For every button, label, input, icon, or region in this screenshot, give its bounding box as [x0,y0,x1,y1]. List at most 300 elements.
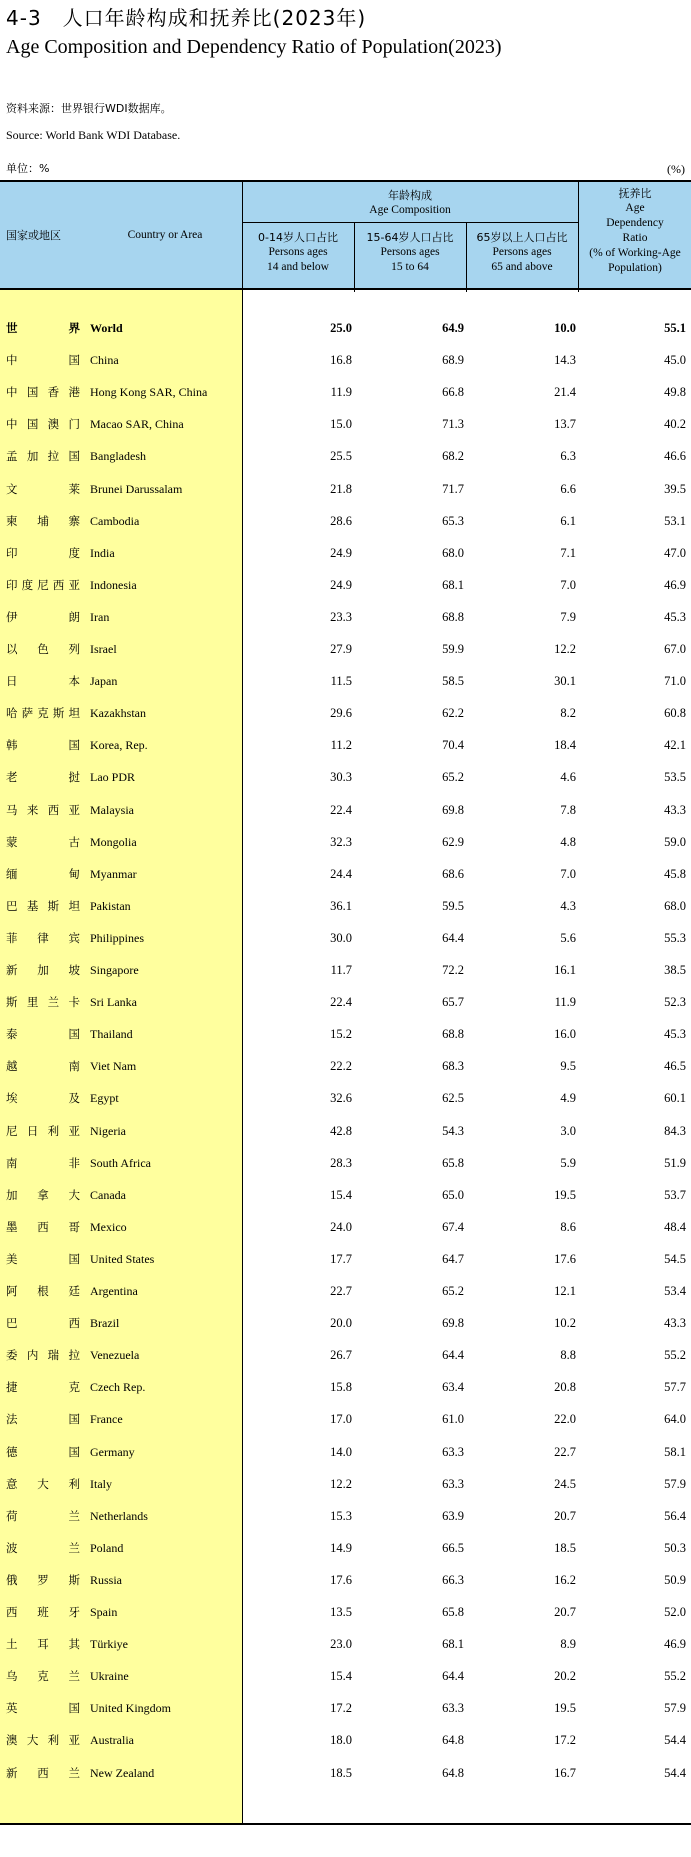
country-name-cn: 尼日利亚 [6,1123,80,1138]
value-age-0-14: 22.2 [330,1059,352,1074]
table-row [0,1564,691,1596]
table-row [0,1500,691,1532]
value-dependency-ratio: 50.9 [664,1572,686,1587]
country-name-cn: 乌 克 兰 [6,1669,80,1684]
value-age-65-above: 5.9 [560,1155,576,1170]
value-age-65-above: 8.8 [560,1348,576,1363]
country-name-cn: 荷 兰 [6,1508,80,1523]
value-age-0-14: 24.9 [330,577,352,592]
country-name-cn: 英 国 [6,1701,80,1716]
value-age-0-14: 17.0 [330,1412,352,1427]
value-age-15-64: 59.5 [442,898,464,913]
table-row [0,826,691,858]
country-name-en: Israel [90,642,117,656]
value-dependency-ratio: 45.3 [664,1027,686,1042]
value-age-0-14: 11.5 [330,674,352,689]
value-age-0-14: 30.0 [330,930,352,945]
unit-label: 单位：% [6,162,50,175]
value-age-0-14: 28.6 [330,513,352,528]
country-name-en: Egypt [90,1091,119,1106]
table-row [0,505,691,537]
value-dependency-ratio: 45.3 [664,609,686,624]
value-age-65-above: 20.8 [554,1380,576,1395]
country-name-cn: 孟加拉国 [6,449,80,464]
country-name-en: Kazakhstan [90,706,146,721]
country-name-en: New Zealand [90,1765,155,1780]
value-age-0-14: 23.0 [330,1637,352,1652]
value-age-15-64: 65.0 [442,1187,464,1202]
value-age-15-64: 63.3 [442,1444,464,1459]
value-age-0-14: 32.6 [330,1091,352,1106]
country-name-en: China [90,353,119,368]
country-name-en: Iran [90,609,110,624]
country-name-cn: 柬 埔 寨 [6,513,80,528]
table-row [0,1403,691,1435]
value-age-65-above: 16.1 [554,963,576,977]
value-dependency-ratio: 84.3 [664,1123,686,1138]
value-dependency-ratio: 48.4 [664,1219,686,1234]
table-row [0,1050,691,1082]
value-age-0-14: 17.2 [330,1701,352,1716]
value-dependency-ratio: 58.1 [664,1444,686,1459]
table-row [0,1339,691,1371]
value-age-0-14: 24.4 [330,866,352,881]
value-age-65-above: 7.1 [560,545,576,560]
value-age-65-above: 19.5 [554,1187,576,1202]
country-name-en: Netherlands [90,1508,148,1523]
value-age-15-64: 64.4 [442,1348,464,1363]
country-name-en: Mongolia [90,834,137,849]
value-age-65-above: 7.0 [560,577,576,592]
value-age-15-64: 66.5 [442,1540,464,1555]
value-age-65-above: 17.6 [554,1251,576,1266]
value-age-0-14: 17.7 [330,1251,352,1266]
value-dependency-ratio: 57.7 [664,1380,686,1395]
country-name-en: Thailand [90,1027,133,1042]
country-name-cn: 埃 及 [6,1091,80,1106]
table-row [0,954,691,986]
value-dependency-ratio: 46.9 [664,1637,686,1652]
value-age-15-64: 71.3 [442,417,464,432]
value-age-65-above: 16.2 [554,1572,576,1587]
country-name-cn: 斯里兰卡 [6,995,80,1010]
value-age-65-above: 6.1 [560,513,576,528]
country-name-en: Argentina [90,1284,138,1298]
table-row [0,376,691,408]
country-name-en: Malaysia [90,802,134,817]
table-header [0,180,691,290]
value-age-65-above: 8.2 [560,706,576,721]
value-age-0-14: 25.0 [330,321,352,335]
source-note-cn: 资料来源：世界银行WDI数据库。 [6,102,172,115]
value-age-65-above: 18.4 [554,738,576,753]
country-name-cn: 法 国 [6,1412,80,1427]
header-col-15-64: 15-64岁人口占比 Persons ages 15 to 64 [366,231,454,273]
country-name-en: World [90,321,123,335]
value-dependency-ratio: 57.9 [664,1701,686,1716]
header-age-composition-en: Age Composition [369,204,451,216]
value-dependency-ratio: 50.3 [664,1540,686,1555]
value-age-0-14: 36.1 [330,898,352,913]
table-row [0,537,691,569]
value-dependency-ratio: 55.1 [664,321,686,335]
country-name-cn: 缅 甸 [6,866,80,881]
value-age-65-above: 20.7 [554,1508,576,1523]
value-age-0-14: 26.7 [330,1348,352,1363]
country-name-en: Germany [90,1444,135,1459]
value-age-65-above: 24.5 [554,1476,576,1491]
country-name-en: Pakistan [90,898,131,913]
value-age-15-64: 67.4 [442,1219,464,1234]
value-age-15-64: 64.4 [442,1669,464,1684]
country-name-cn: 新 加 坡 [6,963,80,977]
country-name-cn: 捷 克 [6,1380,80,1395]
header-country-en: Country or Area [127,229,203,241]
table-row [0,408,691,440]
value-age-0-14: 15.4 [330,1187,352,1202]
table-row [0,729,691,761]
country-name-en: Nigeria [90,1123,126,1138]
value-age-65-above: 11.9 [554,995,576,1010]
value-age-65-above: 12.1 [554,1284,576,1298]
country-name-cn: 南 非 [6,1155,80,1170]
country-name-en: Cambodia [90,513,140,528]
value-dependency-ratio: 53.7 [664,1187,686,1202]
country-name-cn: 蒙 古 [6,834,80,849]
value-dependency-ratio: 43.3 [664,802,686,817]
value-dependency-ratio: 45.8 [664,866,686,881]
table-row [0,569,691,601]
value-dependency-ratio: 60.8 [664,706,686,721]
value-age-15-64: 68.0 [442,545,464,560]
value-age-0-14: 14.0 [330,1444,352,1459]
table-row [0,601,691,633]
table-row [0,986,691,1018]
value-age-65-above: 16.7 [554,1765,576,1780]
value-age-0-14: 11.2 [330,738,352,753]
value-age-0-14: 29.6 [330,706,352,721]
table-row [0,761,691,793]
value-age-65-above: 5.6 [560,930,576,945]
table-row [0,858,691,890]
value-age-65-above: 16.0 [554,1027,576,1042]
value-age-15-64: 68.8 [442,609,464,624]
country-name-en: Macao SAR, China [90,417,184,432]
country-name-en: Viet Nam [90,1059,137,1074]
value-age-65-above: 17.2 [554,1733,576,1748]
header-country-cn: 国家或地区 [6,229,61,242]
value-dependency-ratio: 55.2 [664,1669,686,1684]
value-age-15-64: 64.7 [442,1251,464,1266]
value-age-0-14: 15.8 [330,1380,352,1395]
value-age-0-14: 12.2 [330,1476,352,1491]
table-row [0,1660,691,1692]
table-row [0,794,691,826]
table-row [0,440,691,472]
table-row [0,1532,691,1564]
value-age-0-14: 13.5 [330,1605,352,1619]
value-age-15-64: 63.3 [442,1701,464,1716]
value-age-15-64: 65.8 [442,1605,464,1619]
country-name-cn: 西 班 牙 [6,1605,80,1619]
value-age-0-14: 18.0 [330,1733,352,1748]
value-age-0-14: 11.7 [330,963,352,977]
country-name-en: Indonesia [90,577,137,592]
table-row [0,633,691,665]
value-age-65-above: 4.6 [560,770,576,785]
country-name-cn: 澳大利亚 [6,1733,80,1748]
value-dependency-ratio: 55.3 [664,930,686,945]
value-age-0-14: 15.3 [330,1508,352,1523]
header-divider [242,222,578,223]
table-row [0,1211,691,1243]
country-name-cn: 泰 国 [6,1027,80,1042]
value-age-15-64: 59.9 [442,642,464,656]
value-age-65-above: 20.2 [554,1669,576,1684]
value-age-0-14: 14.9 [330,1540,352,1555]
table-row [0,1628,691,1660]
country-name-cn: 土 耳 其 [6,1637,80,1652]
table-row [0,473,691,505]
value-age-15-64: 63.3 [442,1476,464,1491]
value-dependency-ratio: 57.9 [664,1476,686,1491]
value-dependency-ratio: 53.4 [664,1284,686,1298]
country-name-en: Russia [90,1572,123,1587]
value-dependency-ratio: 71.0 [664,674,686,689]
table-row [0,344,691,376]
value-age-0-14: 27.9 [330,642,352,656]
table-body [0,290,691,1825]
country-name-cn: 越 南 [6,1059,80,1074]
table-row [0,1468,691,1500]
country-name-cn: 中国香港 [6,385,80,400]
value-age-65-above: 7.9 [560,609,576,624]
country-name-en: Hong Kong SAR, China [90,385,208,400]
value-age-65-above: 19.5 [554,1701,576,1716]
table-row [0,1179,691,1211]
value-age-15-64: 65.8 [442,1155,464,1170]
value-age-65-above: 4.8 [560,834,576,849]
value-dependency-ratio: 43.3 [664,1316,686,1331]
value-dependency-ratio: 46.9 [664,577,686,592]
value-age-0-14: 22.7 [330,1284,352,1298]
value-age-65-above: 10.2 [554,1316,576,1331]
table-row [0,1147,691,1179]
value-age-0-14: 42.8 [330,1123,352,1138]
value-age-0-14: 28.3 [330,1155,352,1170]
value-dependency-ratio: 68.0 [664,898,686,913]
value-age-15-64: 68.8 [442,1027,464,1042]
value-age-65-above: 7.0 [560,866,576,881]
value-age-0-14: 17.6 [330,1572,352,1587]
table-row [0,1596,691,1628]
value-age-0-14: 20.0 [330,1316,352,1331]
value-age-65-above: 14.3 [554,353,576,368]
table-row [0,1275,691,1307]
value-age-65-above: 21.4 [554,385,576,400]
table-row [0,1757,691,1789]
country-name-en: Italy [90,1476,112,1491]
country-name-en: Sri Lanka [90,995,137,1010]
value-age-15-64: 58.5 [442,674,464,689]
country-name-cn: 德 国 [6,1444,80,1459]
country-name-cn: 加 拿 大 [6,1187,80,1202]
value-age-65-above: 4.3 [560,898,576,913]
country-name-cn: 菲 律 宾 [6,930,80,945]
country-name-cn: 马来西亚 [6,802,80,817]
country-name-en: United States [90,1251,155,1266]
value-age-15-64: 63.4 [442,1380,464,1395]
country-name-cn: 韩 国 [6,738,80,753]
country-name-en: Canada [90,1187,126,1202]
value-age-15-64: 68.6 [442,866,464,881]
value-age-0-14: 11.9 [330,385,352,400]
header-col-line [578,182,579,292]
country-name-en: Mexico [90,1219,127,1234]
country-name-cn: 日 本 [6,674,80,689]
value-age-0-14: 21.8 [330,481,352,496]
value-dependency-ratio: 53.1 [664,513,686,528]
country-name-en: Korea, Rep. [90,738,148,753]
table-row [0,1243,691,1275]
value-dependency-ratio: 54.4 [664,1733,686,1748]
table-row [0,922,691,954]
header-col-dependency: 抚养比 Age Dependency Ratio (% of Working-Age Population) [589,187,681,274]
value-dependency-ratio: 67.0 [664,642,686,656]
country-name-en: France [90,1412,123,1427]
country-name-cn: 墨 西 哥 [6,1219,80,1234]
country-name-en: Brazil [90,1316,120,1331]
value-age-15-64: 71.7 [442,481,464,496]
value-age-65-above: 3.0 [560,1123,576,1138]
value-age-15-64: 65.2 [442,770,464,785]
value-age-65-above: 6.3 [560,449,576,464]
value-age-15-64: 69.8 [442,802,464,817]
value-dependency-ratio: 54.5 [664,1251,686,1266]
data-table [0,180,691,1825]
value-age-0-14: 22.4 [330,995,352,1010]
value-age-0-14: 23.3 [330,609,352,624]
country-name-cn: 阿 根 廷 [6,1284,80,1298]
country-name-en: Bangladesh [90,449,146,464]
value-age-0-14: 30.3 [330,770,352,785]
value-age-0-14: 32.3 [330,834,352,849]
country-name-cn: 巴 西 [6,1316,80,1331]
value-dependency-ratio: 46.6 [664,449,686,464]
table-row [0,1724,691,1756]
value-age-0-14: 18.5 [330,1765,352,1780]
value-age-65-above: 20.7 [554,1605,576,1619]
table-row [0,1371,691,1403]
table-row [0,1692,691,1724]
value-age-0-14: 15.2 [330,1027,352,1042]
table-row [0,665,691,697]
value-age-15-64: 65.7 [442,995,464,1010]
country-name-en: Myanmar [90,866,137,881]
value-dependency-ratio: 64.0 [664,1412,686,1427]
value-age-15-64: 64.8 [442,1765,464,1780]
country-name-en: Poland [90,1540,124,1555]
value-dependency-ratio: 59.0 [664,834,686,849]
value-age-15-64: 68.2 [442,449,464,464]
value-age-65-above: 13.7 [554,417,576,432]
value-dependency-ratio: 39.5 [664,481,686,496]
country-name-en: Brunei Darussalam [90,481,183,496]
country-name-cn: 文 莱 [6,481,80,496]
country-name-en: Venezuela [90,1348,140,1363]
value-dependency-ratio: 51.9 [664,1155,686,1170]
value-age-65-above: 10.0 [554,321,576,335]
country-name-cn: 印 度 [6,545,80,560]
value-dependency-ratio: 56.4 [664,1508,686,1523]
value-dependency-ratio: 53.5 [664,770,686,785]
country-name-en: Türkiye [90,1637,128,1652]
country-name-cn: 中 国 [6,353,80,368]
header-age-composition-cn: 年龄构成 [388,189,432,202]
value-age-65-above: 22.7 [554,1444,576,1459]
value-age-15-64: 65.2 [442,1284,464,1298]
table-row [0,1082,691,1114]
country-name-cn: 波 兰 [6,1540,80,1555]
country-name-cn: 中国澳门 [6,417,80,432]
country-name-en: Philippines [90,930,145,945]
value-dependency-ratio: 38.5 [664,963,686,977]
value-age-15-64: 62.2 [442,706,464,721]
country-name-cn: 新 西 兰 [6,1765,80,1780]
value-age-15-64: 68.3 [442,1059,464,1074]
value-age-65-above: 8.9 [560,1637,576,1652]
value-age-65-above: 12.2 [554,642,576,656]
country-name-cn: 俄 罗 斯 [6,1572,80,1587]
country-name-en: United Kingdom [90,1701,171,1716]
value-dependency-ratio: 40.2 [664,417,686,432]
value-age-15-64: 69.8 [442,1316,464,1331]
country-name-cn: 意 大 利 [6,1476,80,1491]
country-name-cn: 巴基斯坦 [6,898,80,913]
value-age-15-64: 64.8 [442,1733,464,1748]
source-note-en: Source: World Bank WDI Database. [6,128,181,142]
table-row [0,1018,691,1050]
value-age-15-64: 62.5 [442,1091,464,1106]
country-name-en: Ukraine [90,1669,129,1684]
value-dependency-ratio: 55.2 [664,1348,686,1363]
value-age-15-64: 64.4 [442,930,464,945]
value-age-65-above: 22.0 [554,1412,576,1427]
country-name-cn: 以 色 列 [6,642,80,656]
value-age-0-14: 24.9 [330,545,352,560]
value-age-0-14: 15.4 [330,1669,352,1684]
value-age-65-above: 7.8 [560,802,576,817]
value-dependency-ratio: 46.5 [664,1059,686,1074]
unit-percent-label: (%) [667,162,685,176]
value-dependency-ratio: 42.1 [664,738,686,753]
country-name-en: Australia [90,1733,134,1748]
country-name-en: Czech Rep. [90,1380,146,1395]
country-name-cn: 印度尼西亚 [6,577,80,592]
value-dependency-ratio: 60.1 [664,1091,686,1106]
value-dependency-ratio: 45.0 [664,353,686,368]
value-dependency-ratio: 54.4 [664,1765,686,1780]
value-dependency-ratio: 52.3 [664,995,686,1010]
header-col-65-above: 65岁以上人口占比 Persons ages 65 and above [476,231,568,273]
page-title-en: Age Composition and Dependency Ratio of Population(2023) [6,36,502,58]
value-age-65-above: 6.6 [560,481,576,496]
value-dependency-ratio: 52.0 [664,1605,686,1619]
country-name-en: India [90,545,115,560]
value-age-65-above: 30.1 [554,674,576,689]
header-col-line [242,182,243,292]
value-age-15-64: 63.9 [442,1508,464,1523]
